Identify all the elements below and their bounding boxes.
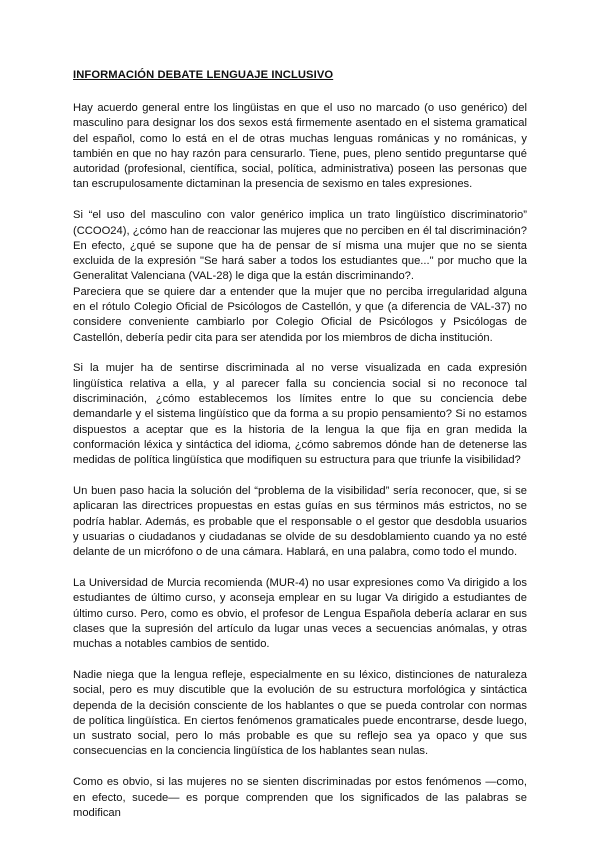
paragraph-2: Si “el uso del masculino con valor genérico implica un trato lingüístico discriminatorio” (CCOO24), ¿cómo han de reaccionar las mujeres que no perciben en él tal discriminación? En efecto, ¿qué se supone que ha de pensar de sí misma una mujer que no se sienta excluida de la expresión "Se hará saber a todos los estudiantes que..." por mucho que la Generalitat Valenciana (VAL-28) le diga que la están discriminando?. xyxy=(73,209,527,283)
paragraph-5: Un buen paso hacia la solución del “problema de la visibilidad” sería reconocer, que, si se aplicaran las directrices propuestas en estas guías en sus términos más estrictos, no se podría hablar. Además, es probable que el responsable o el gestor que desdobla usuarios y usuarias o ciudadanos y ciudadanas se olvide de su desdoblamiento cuando ya no esté delante de un micrófono o de una cámara. Hablará, en una palabra, como todo el mundo. xyxy=(73,485,527,559)
document-body xyxy=(73,68,527,837)
paragraph-7: Nadie niega que la lengua refleje, especialmente en su léxico, distinciones de naturaleza social, pero es muy discutible que la evolución de su estructura morfológica y sintáctica dependa de la decisión consciente de los hablantes o que se pueda controlar con normas de política lingüística. En ciertos fenómenos gramaticales puede encontrarse, desde luego, un sustrato social, pero lo más probable es que su reflejo sea ya opaco y que sus consecuencias en la conciencia lingüística de los hablantes sean nulas. xyxy=(73,669,527,758)
paragraph-3: Pareciera que se quiere dar a entender que la mujer que no perciba irregularidad alguna en el rótulo Colegio Oficial de Psicólogos de Castellón, y que (a diferencia de VAL-37) no considere conveniente cambiarlo por Colegio Oficial de Psicólogos y Psicólogas de Castellón, debería pedir cita para ser atendida por los miembros de dicha institución. xyxy=(73,285,527,344)
paragraph-6: La Universidad de Murcia recomienda (MUR-4) no usar expresiones como Va dirigido a los estudiantes de último curso, y aconseja emplear en su lugar Va dirigido a estudiantes de último curso. Pero, como es obvio, el profesor de Lengua Española debería aclarar en sus clases que la supresión del artículo da lugar unas veces a secuencias anómalas, y otras muchas a notables cambios de sentido. xyxy=(73,577,527,651)
document-title: INFORMACIÓN DEBATE LENGUAJE INCLUSIVO xyxy=(73,69,334,81)
paragraph-8: Como es obvio, si las mujeres no se sienten discriminadas por estos fenómenos —como, en efecto, sucede— es porque comprenden que los significados de las palabras se modifican xyxy=(73,776,527,819)
paragraph-4: Si la mujer ha de sentirse discriminada al no verse visualizada en cada expresión lingüística relativa a ella, y al parecer falla su conciencia social si no reconoce tal discriminación, ¿cómo establecemos los límites entre lo que su conciencia debe demandarle y el sistema lingüístico que da forma a su propio pensamiento? Si no estamos dispuestos a aceptar que es la historia de la lengua la que fija en gran medida la conformación léxica y sintáctica del idioma, ¿cómo sabremos dónde han de detenerse las medidas de política lingüística que modifiquen su estructura para que triunfe la visibilidad? xyxy=(73,362,527,467)
paragraph-1: Hay acuerdo general entre los lingüistas en que el uso no marcado (o uso genérico) del masculino para designar los dos sexos está firmemente asentado en el sistema gramatical del español, como lo está en el de otras muchas lenguas románicas y no románicas, y también en que no hay razón para censurarlo. Tiene, pues, pleno sentido preguntarse qué autoridad (profesional, científica, social, política, administrativa) poseen las personas que tan escrupulosamente dictaminan la presencia de sexismo en tales expresiones. xyxy=(73,102,527,191)
